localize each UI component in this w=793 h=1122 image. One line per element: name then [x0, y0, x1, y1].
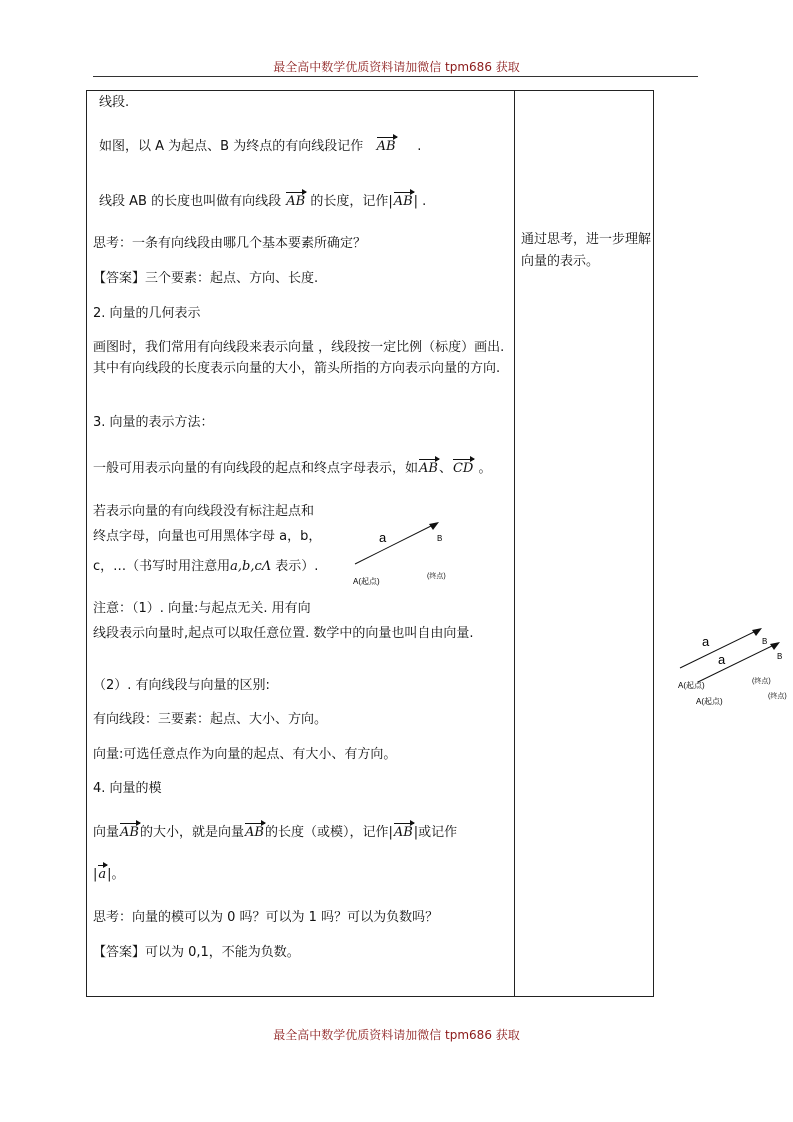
- bold-letter-line-1: 若表示向量的有向线段没有标注起点和: [93, 504, 315, 519]
- notation-text: 如图，以 A 为起点、B 为终点的有向线段记作: [99, 139, 364, 154]
- teaching-note: 通过思考，进一步理解向量的表示。: [521, 232, 652, 269]
- magnitude-text-1: 向量: [93, 825, 120, 840]
- vector-label-end1: (终点): [752, 678, 771, 685]
- separator: 、: [438, 461, 452, 476]
- vector-label-a1: a: [702, 634, 710, 649]
- vector-ab: AB: [285, 192, 306, 212]
- vector-label-end2: (终点): [768, 693, 787, 700]
- page-footer: 最全高中数学优质资料请加微信 tpm686 获取: [273, 1028, 520, 1042]
- header-rule: [93, 76, 698, 77]
- bold-letter-text: c，…（书写时用注意用: [93, 559, 231, 574]
- magnitude-text-2: 的大小，就是向量: [139, 825, 244, 840]
- vector-label-end: (终点): [427, 573, 446, 580]
- section-4-title: 4. 向量的模: [93, 781, 162, 796]
- lambda-symbol: Λ: [261, 559, 272, 574]
- lesson-table: [86, 90, 654, 997]
- abs-bar-left: |: [93, 867, 98, 882]
- vector-label-start1: A(起点): [678, 681, 705, 690]
- vector-ab: AB: [418, 459, 439, 479]
- notation-example-end: 。: [478, 461, 492, 476]
- vector-ab: AB: [119, 823, 140, 843]
- magnitude-text-3: 的长度（或模），记作|: [264, 825, 393, 840]
- length-text-2: 的长度，记作|: [310, 194, 393, 209]
- length-text-3: | .: [413, 194, 427, 209]
- section-3-title: 3. 向量的表示方法：: [93, 415, 214, 430]
- arrow-head-icon: [752, 628, 762, 636]
- note-line-2: 线段表示向量时,起点可以取任意位置. 数学中的向量也叫自由向量.: [93, 626, 474, 641]
- think-question-2: 思考：向量的模可以为 0 吗？可以为 1 吗？可以为负数吗？: [93, 910, 439, 925]
- vector-label-b1: B: [762, 637, 768, 646]
- vector-cd: CD: [452, 459, 474, 479]
- directed-segment-def: 有向线段：三要素：起点、大小、方向。: [93, 712, 328, 727]
- length-text-1: 线段 AB 的长度也叫做有向线段: [99, 194, 282, 209]
- arrow-head-icon: [429, 522, 439, 530]
- magnitude-line: [93, 823, 457, 843]
- vector-ab: AB: [244, 823, 265, 843]
- vector-label-a2: a: [718, 652, 726, 667]
- section-2-body: 画图时，我们常用有向线段来表示向量 ，线段按一定比例（标度）画出. 其中有向线段的长度表示向量的大小，箭头所指的方向表示向量的方向.: [93, 340, 505, 376]
- notation-example-line: [93, 459, 492, 479]
- notation-period: .: [417, 139, 422, 154]
- line-segment-tail: 线段.: [99, 95, 130, 110]
- bold-letter-line-2: 终点字母，向量也可用黑体字母 a，b，: [93, 529, 322, 544]
- vector-label-b: B: [437, 534, 443, 543]
- vector-line: [355, 524, 435, 564]
- answer-1: 【答案】三个要素：起点、方向、长度.: [93, 271, 319, 286]
- vector-ab: AB: [393, 192, 414, 212]
- vector-ab: AB: [393, 823, 414, 843]
- length-line: [99, 192, 426, 212]
- vector-label-start2: A(起点): [696, 697, 723, 706]
- arrow-head-icon: [770, 642, 780, 650]
- note-line-1: 注意：（1）. 向量:与起点无关. 用有向: [93, 601, 311, 616]
- think-question-1: 思考：一条有向线段由哪几个基本要素所确定？: [93, 236, 367, 251]
- vector-def: 向量:可选任意点作为向量的起点、有大小、有方向。: [93, 747, 397, 762]
- vector-letters: a,b,c: [230, 559, 262, 574]
- vector-label-start: A(起点): [353, 577, 380, 586]
- vector-ab: AB: [376, 137, 397, 157]
- note-2: （2）. 有向线段与向量的区别:: [93, 678, 270, 693]
- vector-figure-1: [349, 514, 459, 594]
- column-divider: [514, 91, 515, 996]
- bold-letter-line-3: [93, 557, 318, 577]
- notation-line: [99, 137, 421, 157]
- bold-letter-end: 表示）.: [271, 559, 319, 574]
- page-header: 最全高中数学优质资料请加微信 tpm686 获取: [273, 60, 520, 74]
- vector-line-2: [698, 644, 776, 682]
- magnitude-notation: [93, 865, 125, 885]
- vector-figure-2: [676, 622, 793, 710]
- abs-bar-right: |。: [107, 867, 125, 882]
- magnitude-text-4: |或记作: [413, 825, 458, 840]
- vector-label-a: a: [379, 530, 387, 545]
- vector-label-b2: B: [777, 652, 783, 661]
- vector-a: a: [97, 865, 107, 885]
- answer-2: 【答案】可以为 0,1，不能为负数。: [93, 945, 300, 960]
- notation-example-text: 一般可用表示向量的有向线段的起点和终点字母表示，如: [93, 461, 419, 476]
- section-2-title: 2. 向量的几何表示: [93, 306, 201, 321]
